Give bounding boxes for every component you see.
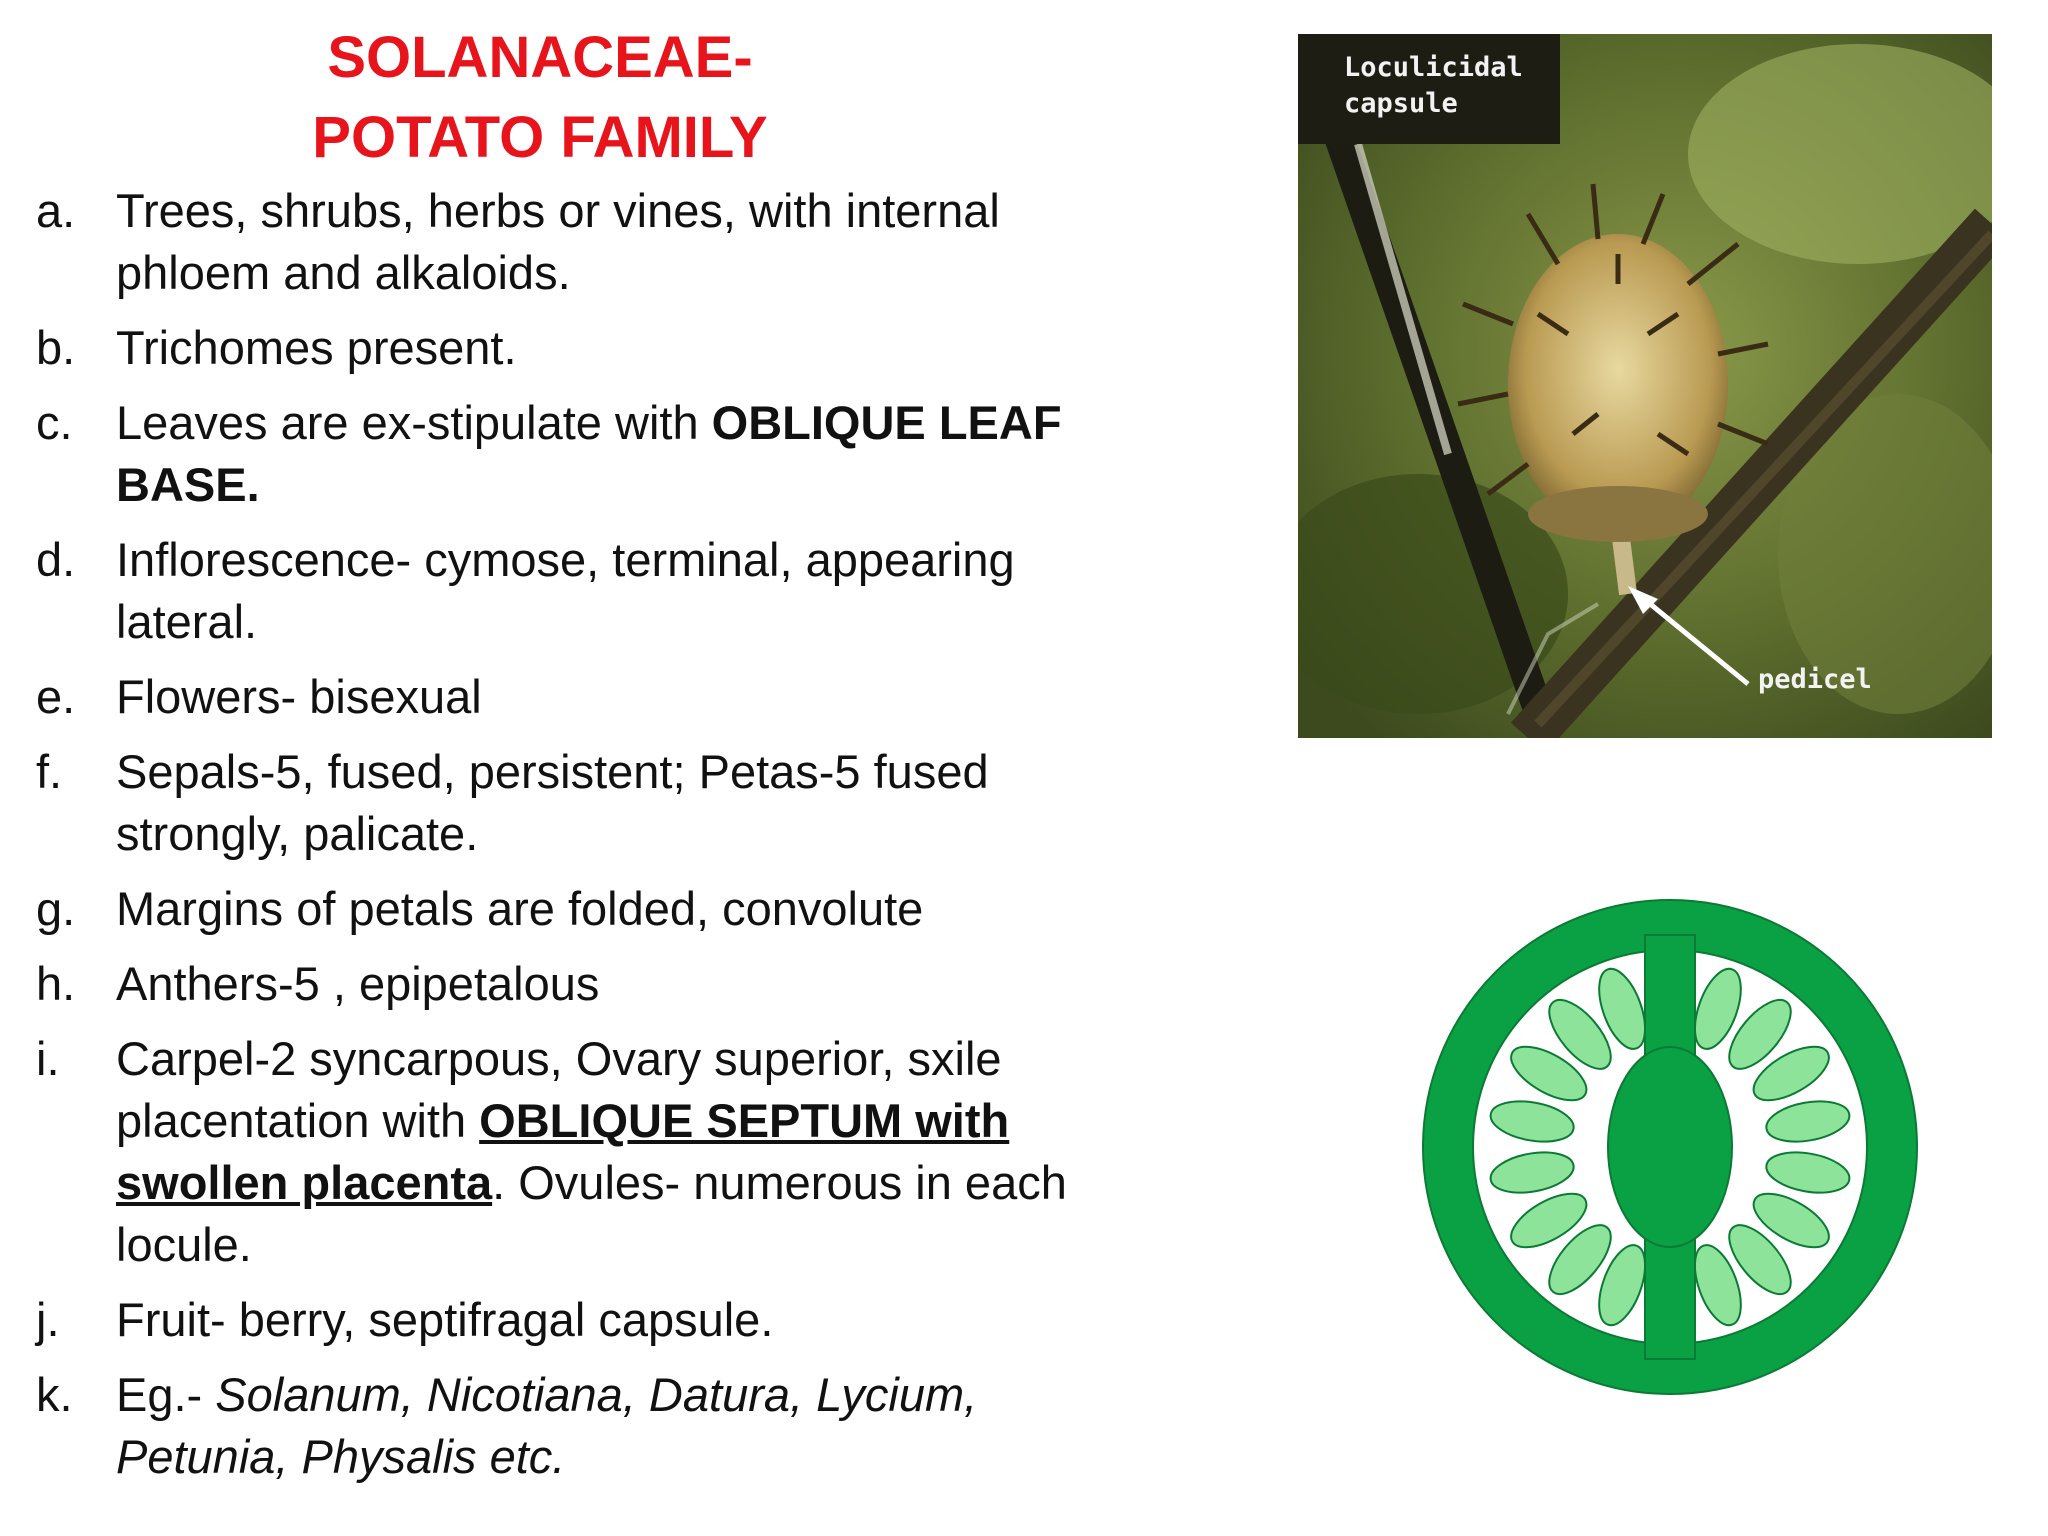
list-item-text [116,317,1076,379]
list-item-d [36,529,1076,653]
list-item-text [116,1289,1076,1351]
list-marker: e. [36,670,76,723]
text-segment: Eg.- [116,1368,216,1421]
list-marker: i. [36,1032,60,1085]
characteristics-list [36,180,1076,1501]
text-segment: Trees, shrubs, herbs or vines, with internal phloem and alkaloids. [116,184,1000,299]
text-segment: Fruit- berry, septifragal capsule. [116,1293,774,1346]
pedicel-label: pedicel [1758,664,1872,695]
text-segment: Leaves are ex-stipulate with [116,396,712,449]
title-line-2: POTATO FAMILY [312,105,768,170]
list-item-text [116,180,1076,304]
text-segment: Flowers- bisexual [116,670,482,723]
list-item-a [36,180,1076,304]
text-segment: Trichomes present. [116,321,517,374]
ovary-diagram-svg [1415,885,1925,1405]
photo-caption-line-1: Loculicidal [1344,52,1523,83]
italic-text-segment: Solanum, Nicotiana, Datura, Lycium, Petunia, Physalis etc. [116,1368,978,1483]
list-item-k [36,1364,1076,1488]
text-segment: Sepals-5, fused, persistent; Petas-5 fused strongly, palicate. [116,745,989,860]
list-item-f [36,741,1076,865]
ovule [1487,1147,1576,1199]
text-segment: Inflorescence- cymose, terminal, appearing lateral. [116,533,1015,648]
list-item-e [36,666,1076,728]
title-line-1: SOLANACEAE- [327,25,753,90]
list-marker: a. [36,184,76,237]
list-item-text [116,392,1076,516]
text-segment: . Ovules- numerous in each locule. [116,1156,1067,1271]
list-marker: h. [36,957,76,1010]
list-marker: c. [36,396,73,449]
ovule [1487,1095,1576,1147]
list-item-text [116,1364,1076,1488]
swollen-placenta [1608,1047,1732,1247]
text-segment: Anthers-5 , epipetalous [116,957,600,1010]
list-marker: d. [36,533,76,586]
list-item-text [116,666,1076,728]
list-item-h [36,953,1076,1015]
list-item-text [116,1028,1076,1276]
list-item-g [36,878,1076,940]
list-marker: g. [36,882,76,935]
list-item-text [116,953,1076,1015]
list-marker: b. [36,321,76,374]
bold-underlined-text-segment: OBLIQUE SEPTUM with swollen placenta [116,1094,1010,1209]
text-segment: Margins of petals are folded, convolute [116,882,924,935]
text-segment: Carpel-2 syncarpous, Ovary superior, sxile placentation with [116,1032,1002,1147]
capsule-photo [1298,34,1992,738]
list-marker: k. [36,1368,73,1421]
list-item-i [36,1028,1076,1276]
bold-text-segment: OBLIQUE LEAF BASE. [116,396,1062,511]
ovule [1763,1147,1852,1199]
list-item-text [116,529,1076,653]
ovule [1763,1095,1852,1147]
ovary-cross-section-diagram [1415,885,1925,1405]
list-item-text [116,741,1076,865]
slide-title [250,18,830,178]
photo-caption [1298,34,1560,144]
list-item-j [36,1289,1076,1351]
list-marker: j. [36,1293,60,1346]
photo-caption-line-2: capsule [1344,88,1458,119]
list-marker: f. [36,745,63,798]
list-item-b [36,317,1076,379]
list-item-c [36,392,1076,516]
list-item-text [116,878,1076,940]
